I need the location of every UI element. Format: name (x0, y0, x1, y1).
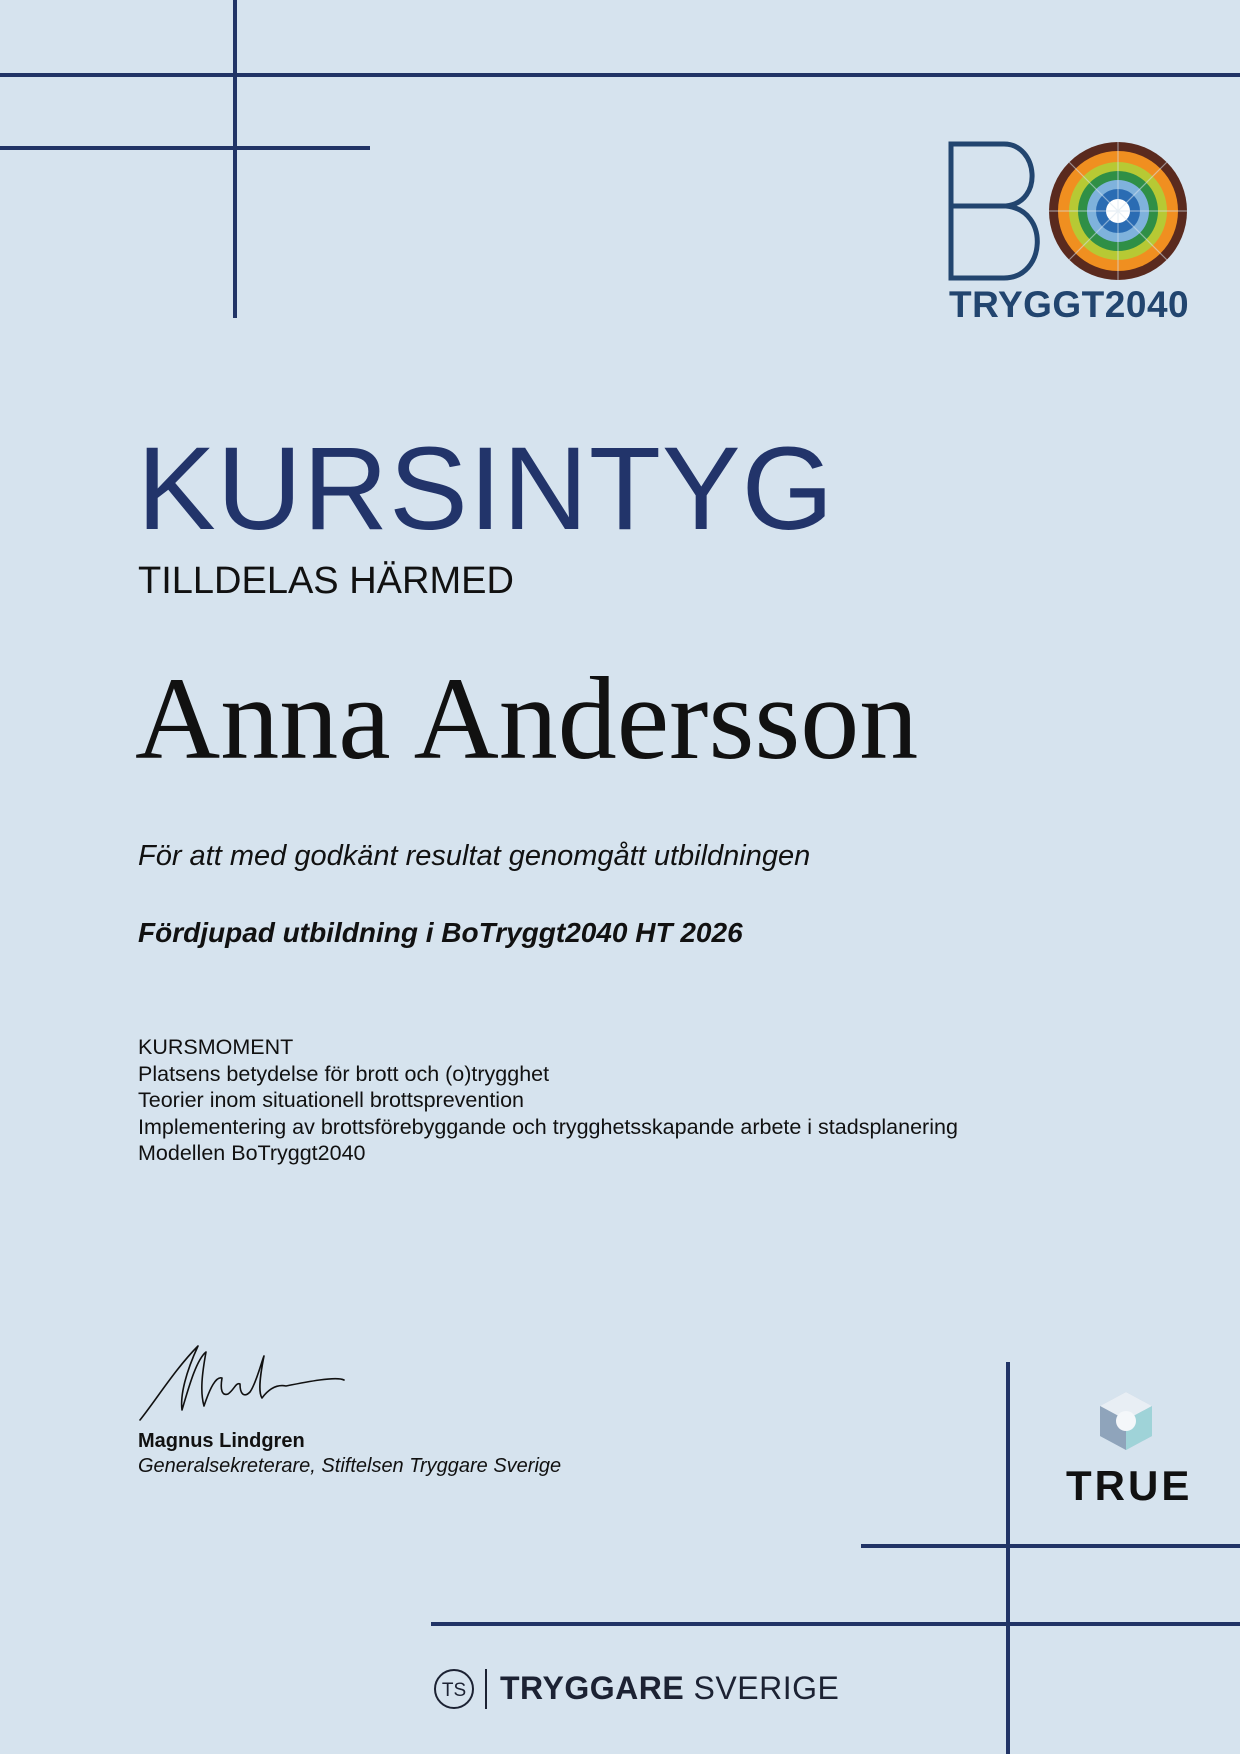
ts-mark-text: TS (441, 1680, 467, 1701)
bottom-short-horizontal-line (861, 1544, 1240, 1548)
course-moments-heading: KURSMOMENT (138, 1035, 294, 1059)
lead-text: För att med godkänt resultat genomgått utbildningen (138, 840, 811, 872)
botryggt2040-logo-text: TRYGGT2040 (949, 284, 1190, 325)
botryggt2040-logo (946, 140, 1196, 330)
tryggare-sverige-wordmark (500, 1670, 839, 1707)
tryggare-sverige-logo-mark (432, 1664, 494, 1719)
signer-name: Magnus Lindgren (138, 1430, 305, 1452)
top-vertical-line (233, 0, 237, 318)
course-moment-item: Implementering av brottsförebyggande och trygghetsskapande arbete i stadsplanering (138, 1114, 958, 1139)
course-moment-item: Modellen BoTryggt2040 (138, 1141, 366, 1165)
course-name: Fördjupad utbildning i BoTryggt2040 HT 2026 (138, 917, 743, 948)
course-moments (138, 1034, 968, 1167)
ts-wordmark-bold: TRYGGARE (500, 1670, 685, 1706)
top-horizontal-line (0, 73, 1240, 77)
top-short-horizontal-line (0, 146, 370, 150)
bottom-long-horizontal-line (431, 1622, 1240, 1626)
signer-title: Generalsekreterare, Stiftelsen Tryggare Sverige (138, 1455, 562, 1477)
bottom-vertical-line (1006, 1362, 1010, 1754)
certificate-title: KURSINTYG (137, 423, 835, 555)
course-moment-item: Platsens betydelse för brott och (o)trygghet (138, 1061, 550, 1086)
ts-wordmark-light: SVERIGE (693, 1670, 840, 1706)
course-moment-item: Teorier inom situationell brottsprevention (138, 1088, 525, 1112)
handwritten-signature (136, 1340, 356, 1430)
certificate-subtitle: TILLDELAS HÄRMED (138, 560, 514, 602)
recipient-name: Anna Andersson (135, 653, 919, 784)
true-logo-text: TRUE (1066, 1462, 1193, 1509)
